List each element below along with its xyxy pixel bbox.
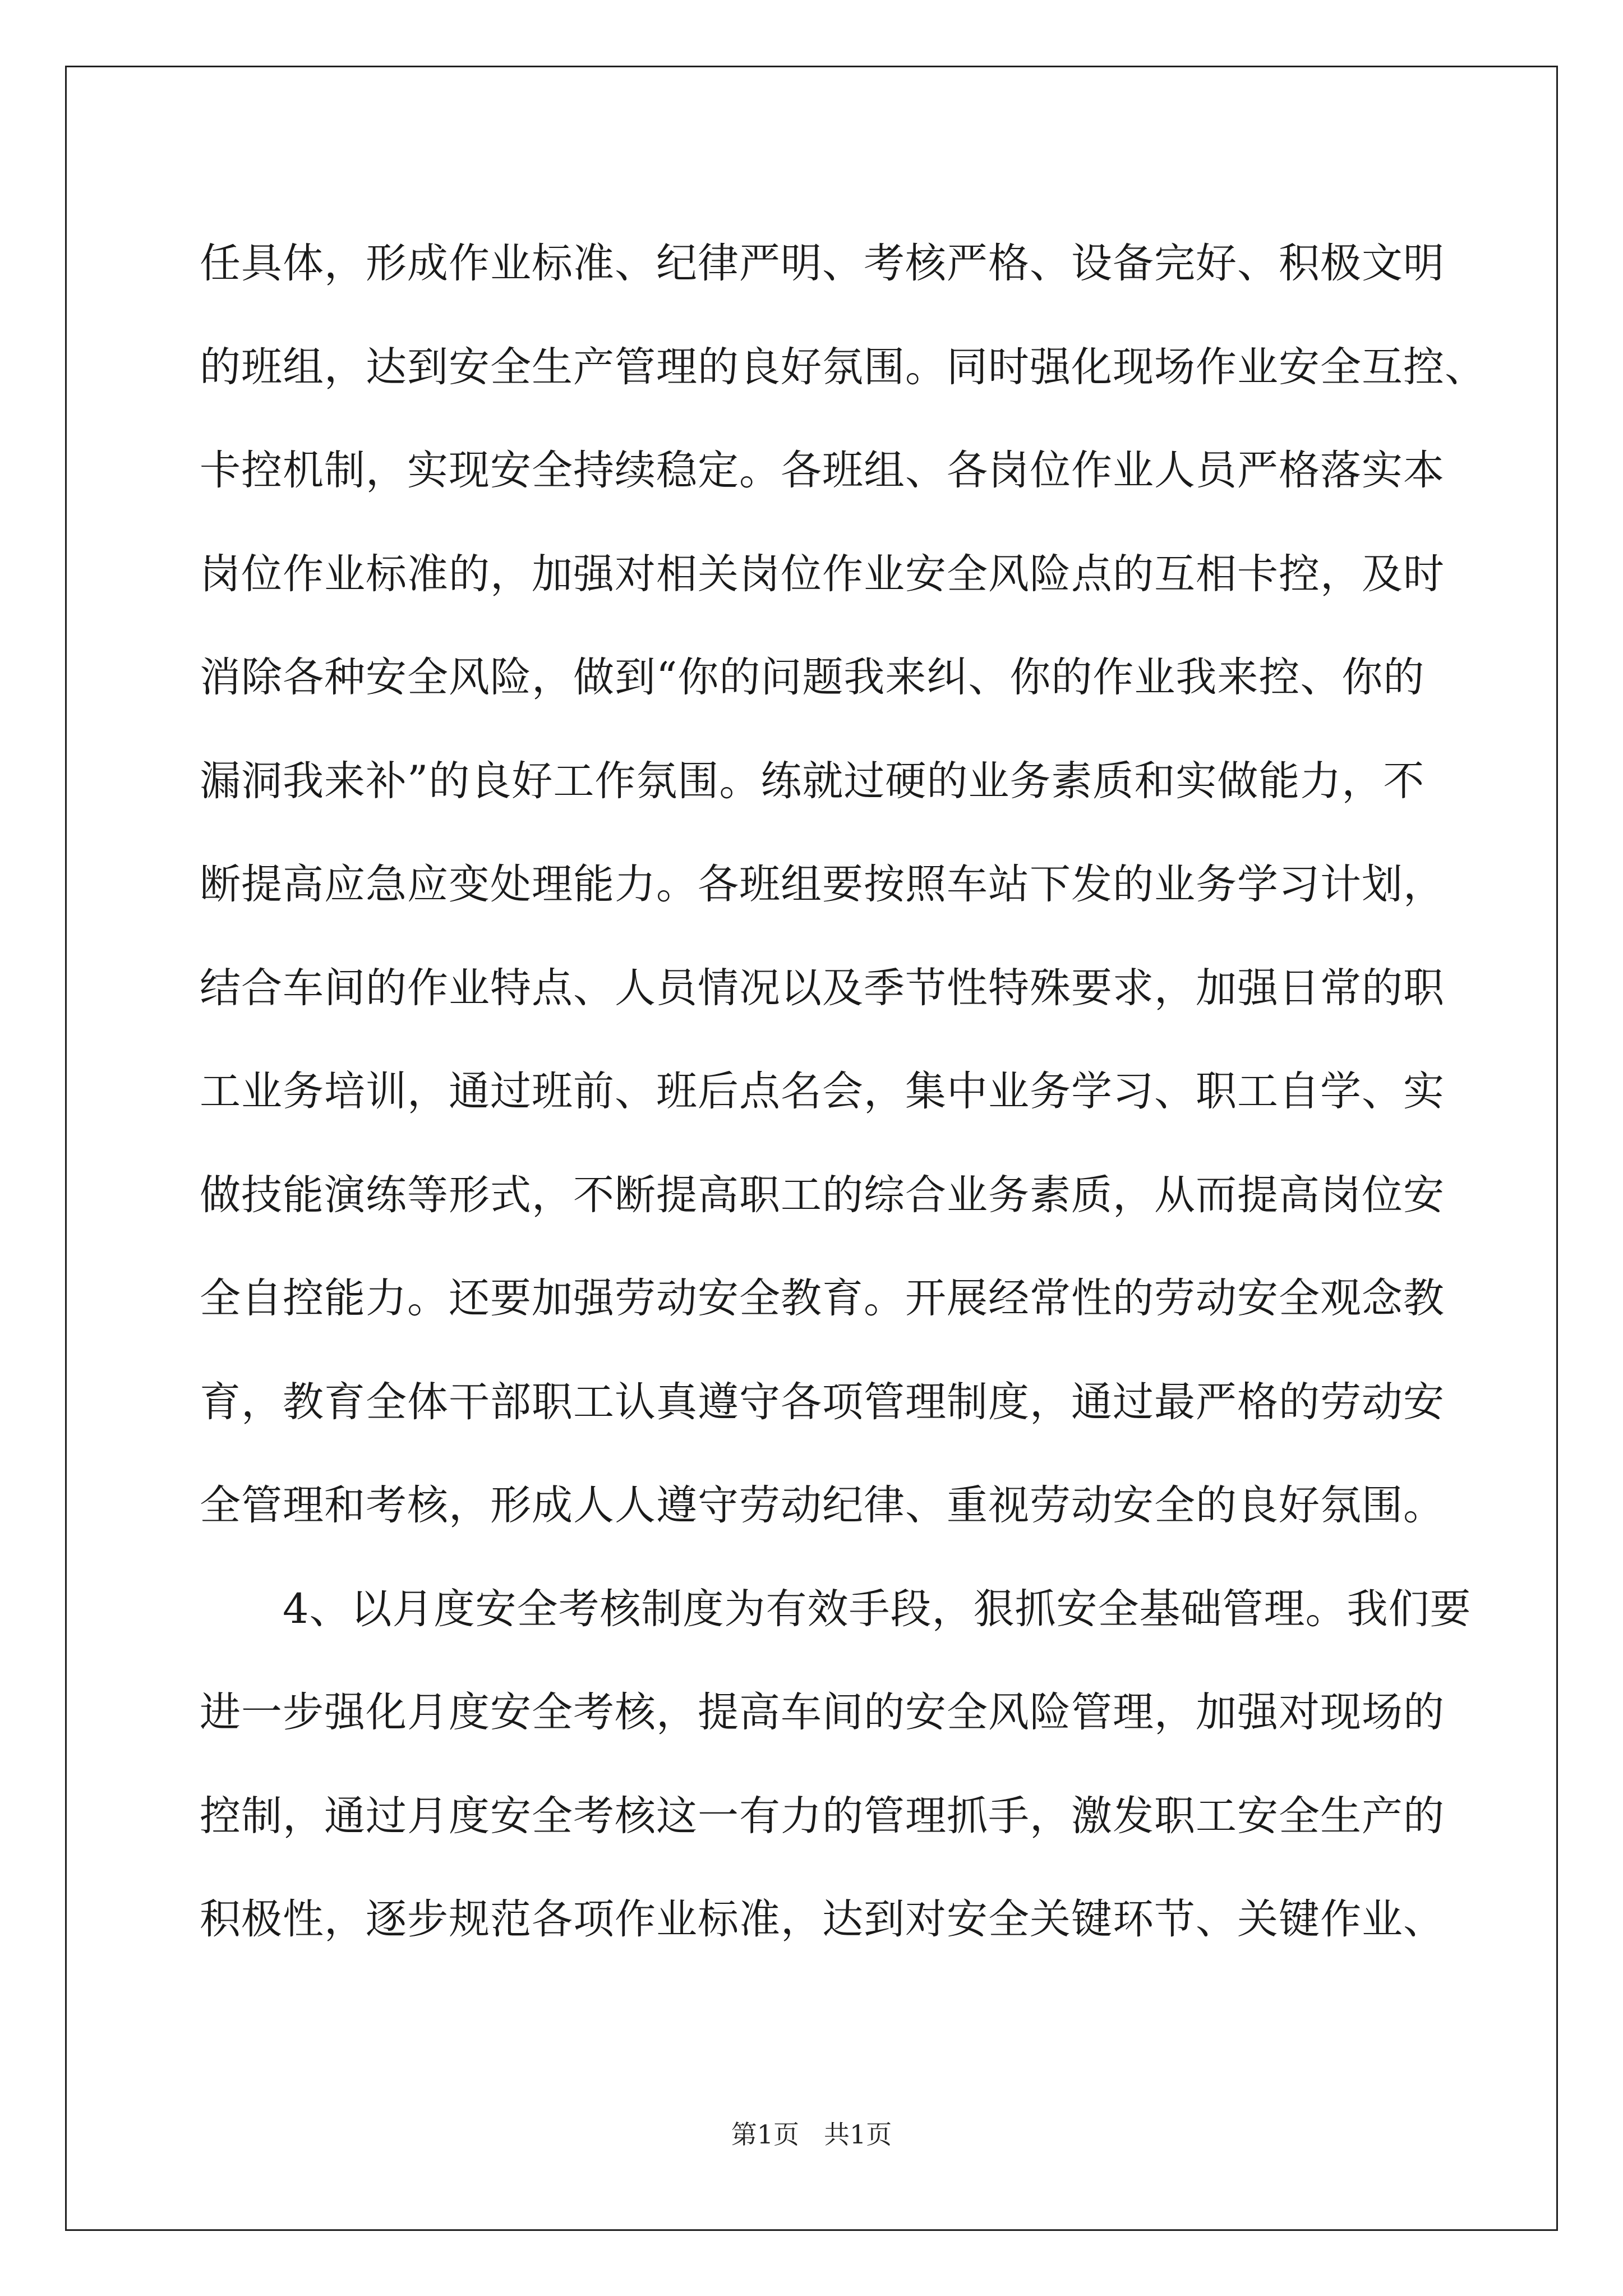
text-line: 漏洞我来补”的良好工作氛围。练就过硬的业务素质和实做能力，不 — [200, 757, 1425, 805]
text-line: 岗位作业标准的，加强对相关岗位作业安全风险点的互相卡控，及时 — [200, 550, 1445, 598]
text-line: 任具体，形成作业标准、纪律严明、考核严格、设备完好、积极文明 — [200, 240, 1445, 287]
text-line: 消除各种安全风险，做到“你的问题我来纠、你的作业我来控、你的 — [200, 654, 1425, 701]
page-number: 第1页 — [731, 2119, 800, 2150]
footer-spacer — [799, 2119, 824, 2150]
document-body — [200, 212, 1490, 1972]
text-line: 断提高应急应变处理能力。各班组要按照车站下发的业务学习计划， — [200, 861, 1445, 908]
text-line: 工业务培训，通过班前、班后点名会，集中业务学习、职工自学、实 — [200, 1068, 1445, 1115]
text-line: 结合车间的作业特点、人员情况以及季节性特殊要求，加强日常的职 — [200, 964, 1445, 1012]
text-line: 做技能演练等形式，不断提高职工的综合业务素质，从而提高岗位安 — [200, 1171, 1445, 1219]
text-line: 全管理和考核，形成人人遵守劳动纪律、重视劳动安全的良好氛围。 — [200, 1481, 1445, 1529]
text-line: 积极性，逐步规范各项作业标准，达到对安全关键环节、关键作业、 — [200, 1895, 1445, 1943]
text-line: 全自控能力。还要加强劳动安全教育。开展经常性的劳动安全观念教 — [200, 1274, 1445, 1322]
text-line: 进一步强化月度安全考核，提高车间的安全风险管理，加强对现场的 — [200, 1688, 1445, 1736]
page-total: 共1页 — [823, 2119, 892, 2150]
text-line: 4、以月度安全考核制度为有效手段，狠抓安全基础管理。我们要 — [200, 1585, 1472, 1633]
text-line: 卡控机制，实现安全持续稳定。各班组、各岗位作业人员严格落实本 — [200, 447, 1445, 494]
page-footer — [0, 2118, 1623, 2151]
text-line: 育，教育全体干部职工认真遵守各项管理制度，通过最严格的劳动安 — [200, 1378, 1445, 1426]
text-line: 控制，通过月度安全考核这一有力的管理抓手，激发职工安全生产的 — [200, 1792, 1445, 1840]
text-line: 的班组，达到安全生产管理的良好氛围。同时强化现场作业安全互控、 — [200, 343, 1486, 391]
